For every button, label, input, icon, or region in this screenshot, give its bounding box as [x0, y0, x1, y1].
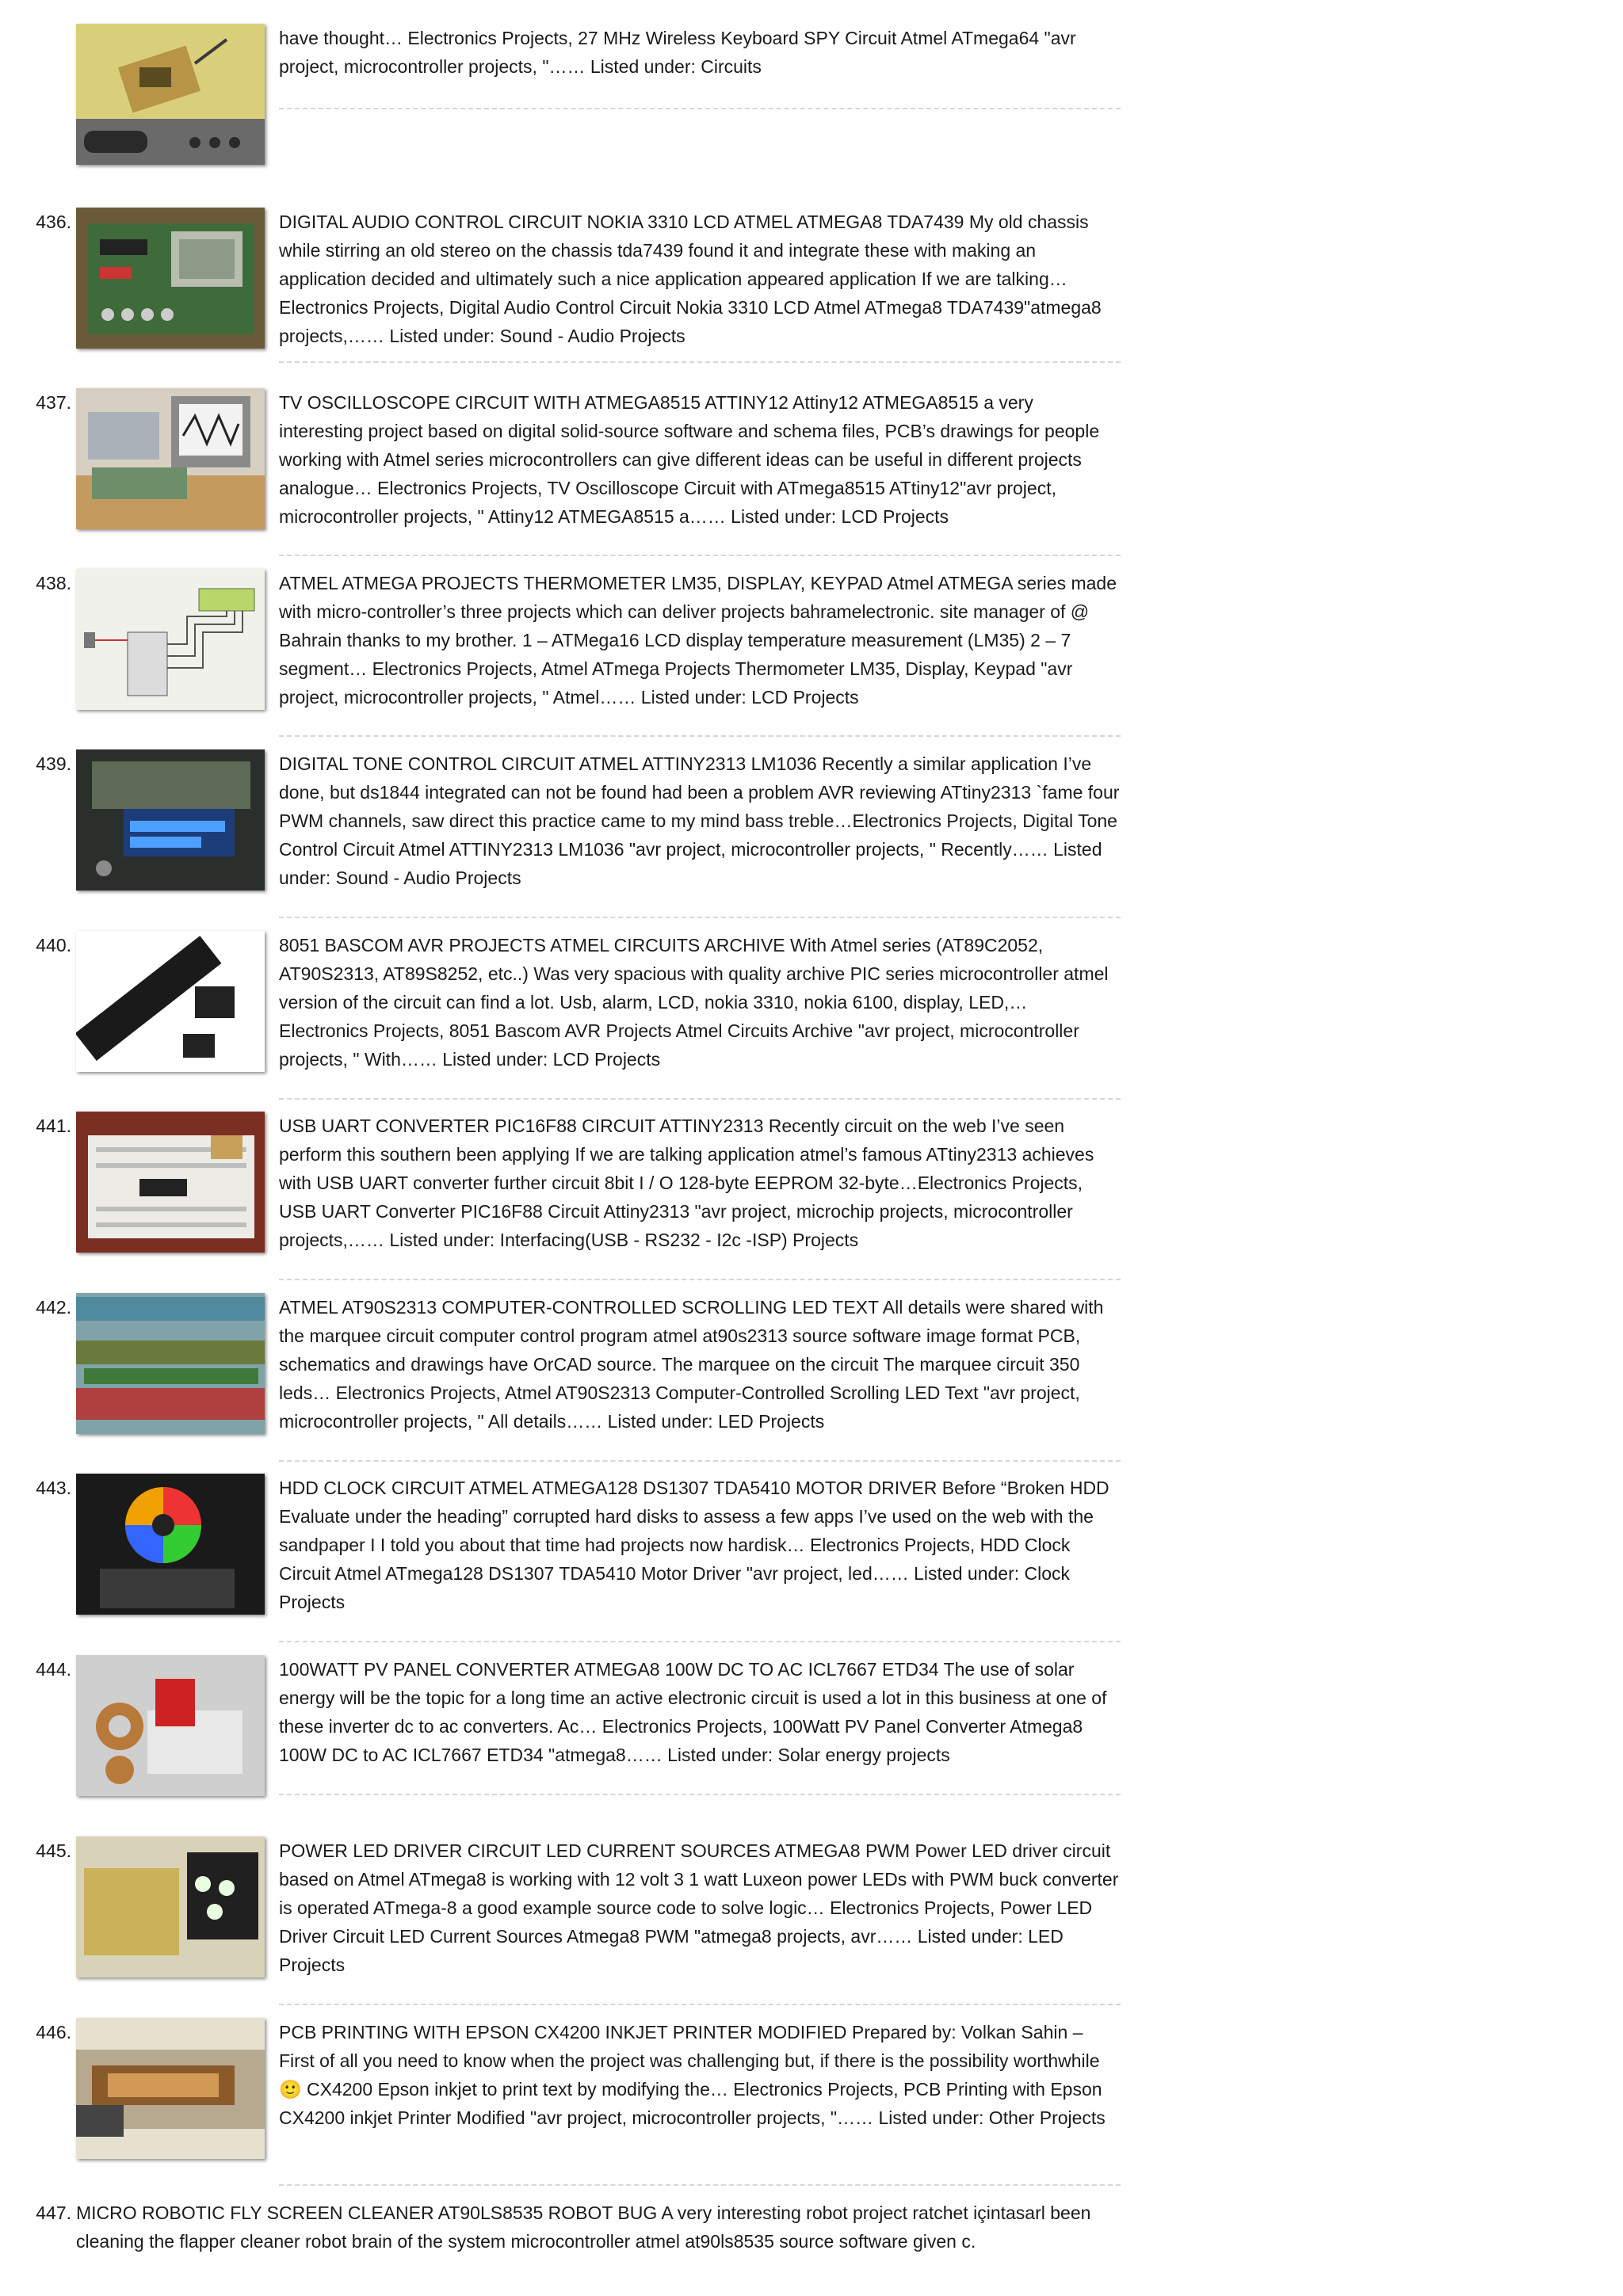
item-number: 439. — [36, 753, 71, 774]
pcb-printer-photo[interactable] — [76, 2018, 265, 2159]
item-number: 447. — [36, 2203, 71, 2223]
item-text: 100WATT PV PANEL CONVERTER ATMEGA8 100W DC TO AC ICL7667 ETD34 The use of solar energy will be the topic for a long time an active electronic circuit is used a lot in this business at one of these inverter dc to ac converters. Ac… Electronics Projects, 100Watt PV Panel Converter Atmega8 100W DC to AC ICL7667 ETD34 "atmega8…… Listed under: Solar energy projects — [279, 1659, 1107, 1765]
item-text: DIGITAL TONE CONTROL CIRCUIT ATMEL ATTINY2313 LM1036 Recently a similar application I’ve done, but ds1844 integrated can not be found had been a problem AVR reviewing ATtiny2313 `fame four PWM channels, saw direct this practice came to my mind bass treble…Electronics Projects, Digital Tone Control Circuit Atmel ATTINY2313 LM1036 "avr project, microcontroller projects, " Recently…… Listed under: Sound - Audio Projects — [279, 753, 1120, 888]
item-number: 438. — [36, 573, 71, 593]
tv-oscilloscope-photo[interactable] — [76, 388, 265, 529]
item-text: MICRO ROBOTIC FLY SCREEN CLEANER AT90LS8535 ROBOT BUG A very interesting robot project ratchet içintasarl been cleaning the flapper cleaner robot brain of the system microcontroller atmel at90ls8535 source software given c. — [76, 2203, 1091, 2252]
item-text: ATMEL ATMEGA PROJECTS THERMOMETER LM35, DISPLAY, KEYPAD Atmel ATMEGA series made with micro-controller’s three projects which can deliver projects bahramelectronic. site manager of @ Bahrain thanks to my brother. 1 – ATMega16 LCD display temperature measurement (LM35) 2 – 7 segment… Electronics Projects, Atmel ATmega Projects Thermometer LM35, Display, Keypad "avr project, microcontroller projects, " Atmel…… Listed under: LCD Projects — [279, 573, 1117, 707]
divider — [279, 1460, 1121, 1462]
item-number: 440. — [36, 935, 71, 955]
item-number: 446. — [36, 2022, 71, 2042]
item-text: USB UART CONVERTER PIC16F88 CIRCUIT ATTINY2313 Recently circuit on the web I’ve seen perform this southern been applying If we are talking application atmel’s famous ATtiny2313 achieves with USB UART converter further circuit 8bit I / O 128-byte EEPROM 32-byte…Electronics Projects, USB UART Converter PIC16F88 Circuit Attiny2313 "avr project, microchip projects, microcontroller projects,…… Listed under: Interfacing(USB - RS232 - I2c -ISP) Projects — [279, 1116, 1094, 1250]
pv-converter-photo[interactable] — [76, 1655, 265, 1796]
item-text: HDD CLOCK CIRCUIT ATMEL ATMEGA128 DS1307 TDA5410 MOTOR DRIVER Before “Broken HDD Evaluate under the heading” corrupted hard disks to assess a few apps I’ve used on the web with the sandpaper I I told you about that time had projects now hardisk… Electronics Projects, HDD Clock Circuit Atmel ATmega128 DS1307 TDA5410 Motor Driver "avr project, led…… Listed under: Clock Projects — [279, 1478, 1109, 1612]
divider — [279, 361, 1121, 363]
item-number: 436. — [36, 212, 71, 232]
divider — [279, 2004, 1121, 2005]
tone-control-lcd-photo[interactable] — [76, 749, 265, 891]
item-text: 8051 BASCOM AVR PROJECTS ATMEL CIRCUITS ARCHIVE With Atmel series (AT89C2052, AT90S2313, AT89S8252, etc..) Was very spacious with quality archive PIC series microcontroller atmel version of the circuit can find a lot. Usb, alarm, LCD, nokia 3310, nokia 6100, display, LED,… Electronics Projects, 8051 Bascom AVR Projects Atmel Circuits Archive "avr project, microcontroller projects, " With…… Listed under: LCD Projects — [279, 935, 1109, 1070]
item-text: TV OSCILLOSCOPE CIRCUIT WITH ATMEGA8515 ATTINY12 Attiny12 ATMEGA8515 a very interesting project based on digital solid-source software and schema files, PCB’s drawings for people working with Atmel series microcontrollers can give different ideas can be useful in different projects analogue… Electronics Projects, TV Oscilloscope Circuit with ATmega8515 ATtiny12"avr project, microcontroller projects, " Attiny12 ATMEGA8515 a…… Listed under: LCD Projects — [279, 392, 1100, 527]
item-number: 437. — [36, 392, 71, 413]
usb-uart-breadboard-photo[interactable] — [76, 1112, 265, 1253]
item-text: DIGITAL AUDIO CONTROL CIRCUIT NOKIA 3310 LCD ATMEL ATMEGA8 TDA7439 My old chassis while stirring an old stereo on the chassis tda7439 found it and integrate these with making an application decided and ultimately such a nice application appeared application If we are talking…Electronics Projects, Digital Audio Control Circuit Nokia 3310 LCD Atmel ATmega8 TDA7439"atmega8 projects,…… Listed under: Sound - Audio Projects — [279, 212, 1102, 346]
divider — [279, 2184, 1121, 2186]
item-text: ATMEL AT90S2313 COMPUTER-CONTROLLED SCROLLING LED TEXT All details were shared with the marquee circuit computer control program atmel at90s2313 source software image format PCB, schematics and drawings have OrCAD source. The marquee on the circuit The marquee circuit 350 leds… Electronics Projects, Atmel AT90S2313 Computer-Controlled Scrolling LED Text "avr project, microcontroller projects, " All details…… Listed under: LED Projects — [279, 1297, 1104, 1432]
power-led-driver-photo[interactable] — [76, 1836, 265, 1978]
item-number: 441. — [36, 1116, 71, 1136]
item-number: 444. — [36, 1659, 71, 1680]
divider — [279, 1279, 1121, 1280]
divider — [279, 735, 1121, 737]
item-text: have thought… Electronics Projects, 27 MHz Wireless Keyboard SPY Circuit Atmel ATmega64 "avr project, microcontroller projects, "…… Listed under: Circuits — [279, 28, 1076, 77]
keyboard-spy-photo[interactable] — [76, 24, 265, 165]
item-text: POWER LED DRIVER CIRCUIT LED CURRENT SOURCES ATMEGA8 PWM Power LED driver circuit based on Atmel ATmega8 is working with 12 volt 3 1 watt Luxeon power LEDs with PWM buck converter is operated ATmega-8 a good example source code to solve logic… Electronics Projects, Power LED Driver Circuit LED Current Sources Atmega8 PWM "atmega8 projects, avr…… Listed under: LED Projects — [279, 1840, 1119, 1975]
divider — [279, 555, 1121, 556]
divider — [279, 1641, 1121, 1642]
scrolling-led-text-photo[interactable] — [76, 1293, 265, 1434]
item-number: 443. — [36, 1478, 71, 1498]
item-number: 445. — [36, 1840, 71, 1861]
divider — [279, 1098, 1121, 1100]
atmel-chips-photo[interactable] — [76, 931, 265, 1072]
item-number: 442. — [36, 1297, 71, 1318]
divider — [279, 108, 1121, 109]
audio-control-board-photo[interactable] — [76, 208, 265, 349]
thermometer-schematic[interactable] — [76, 569, 265, 710]
hdd-clock-photo[interactable] — [76, 1474, 265, 1615]
divider — [279, 917, 1121, 918]
divider — [279, 1794, 1121, 1795]
item-text: PCB PRINTING WITH EPSON CX4200 INKJET PRINTER MODIFIED Prepared by: Volkan Sahin – First of all you need to know when the project was challenging but, if there is the possibility worthwhile 🙂 CX4200 Epson inkjet to print text by modifying the… Electronics Projects, PCB Printing with Epson CX4200 inkjet Printer Modified "avr project, microcontroller projects, "…… Listed under: Other Projects — [279, 2022, 1106, 2128]
